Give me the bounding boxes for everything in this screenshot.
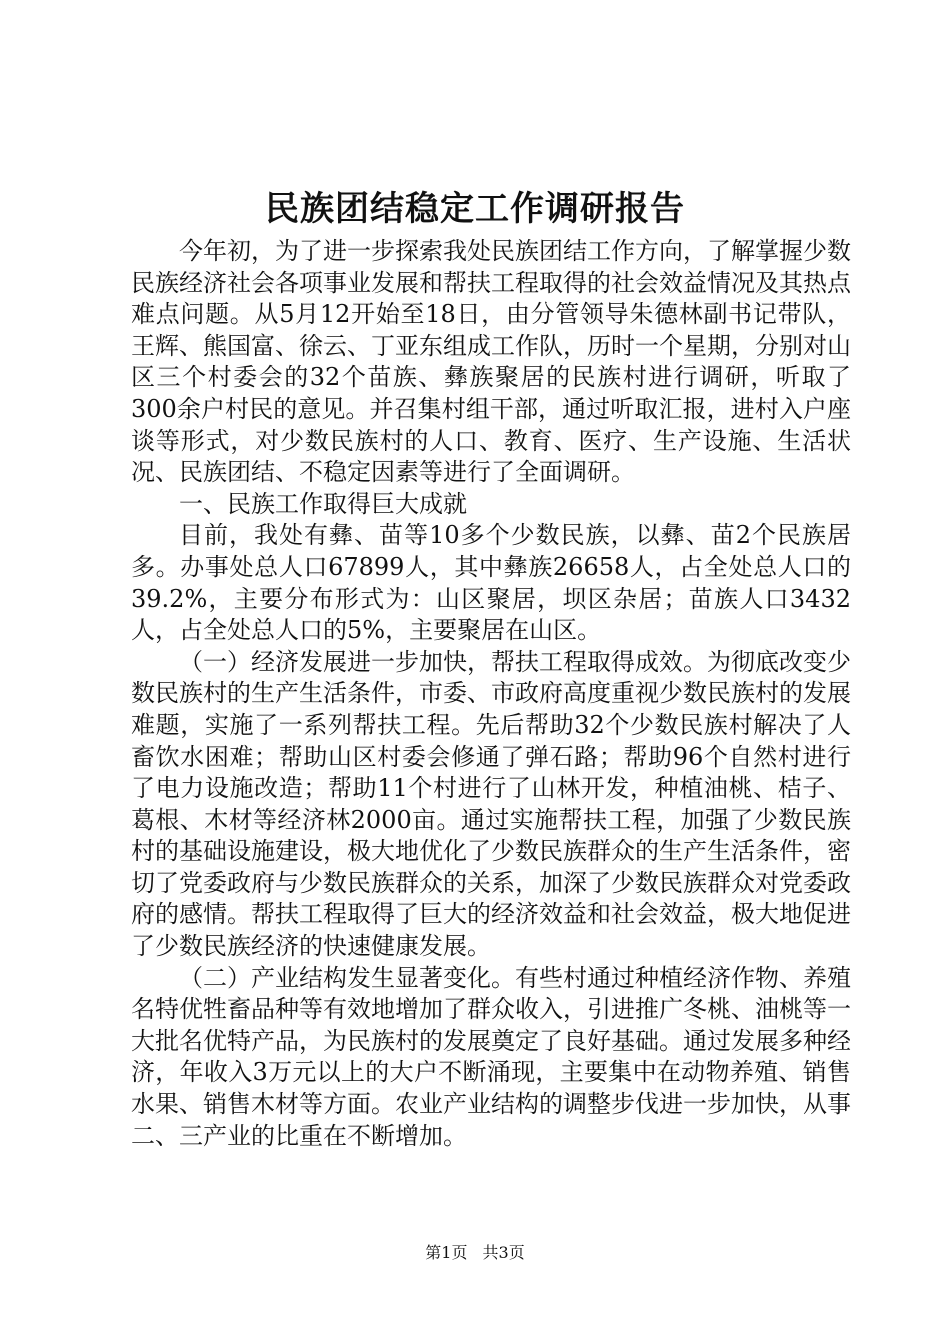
paragraph-industry-structure: （二）产业结构发生显著变化。有些村通过种植经济作物、养殖名特优牲畜品种等有效地增加了群众收入，引进推广冬桃、油桃等一大批名优特产品，为民族村的发展奠定了良好基础。通过发展多种经济，年收入3万元以上的大户不断涌现，主要集中在动物养殖、销售水果、销售木材等方面。农业产业结构的调整步伐进一步加快，从事二、三产业的比重在不断增加。 [131, 963, 851, 1150]
document-title: 民族团结稳定工作调研报告 [265, 189, 685, 229]
page-footer [0, 1243, 950, 1263]
document-body [131, 236, 851, 1152]
paragraph-intro: 今年初，为了进一步探索我处民族团结工作方向，了解掌握少数民族经济社会各项事业发展和帮扶工程取得的社会效益情况及其热点难点问题。从5月12开始至18日，由分管领导朱德林副书记带队，王辉、熊国富、徐云、丁亚东组成工作队，历时一个星期，分别对山区三个村委会的32个苗族、彝族聚居的民族村进行调研，听取了300余户村民的意见。并召集村组干部，通过听取汇报，进村入户座谈等形式，对少数民族村的人口、教育、医疗、生产设施、生活状况、民族团结、不稳定因素等进行了全面调研。 [131, 237, 851, 487]
section-heading-achievements: 一、民族工作取得巨大成就 [179, 489, 467, 518]
paragraph-population: 目前，我处有彝、苗等10多个少数民族，以彝、苗2个民族居多。办事处总人口67899人，其中彝族26658人，占全处总人口的39.2%，主要分布形式为：山区聚居，坝区杂居；苗族人口3432人，占全处总人口的5%，主要聚居在山区。 [131, 521, 851, 645]
page-number: 第1页 [425, 1243, 468, 1262]
paragraph-economic-development: （一）经济发展进一步加快，帮扶工程取得成效。为彻底改变少数民族村的生产生活条件，市委、市政府高度重视少数民族村的发展难题，实施了一系列帮扶工程。先后帮助32个少数民族村解决了人畜饮水困难；帮助山区村委会修通了弹石路；帮助96个自然村进行了电力设施改造；帮助11个村进行了山林开发，种植油桃、桔子、葛根、木材等经济林2000亩。通过实施帮扶工程，加强了少数民族村的基础设施建设，极大地优化了少数民族群众的生产生活条件，密切了党委政府与少数民族群众的关系，加深了少数民族群众对党委政府的感情。帮扶工程取得了巨大的经济效益和社会效益，极大地促进了少数民族经济的快速健康发展。 [131, 647, 851, 961]
page-total: 共3页 [482, 1243, 525, 1262]
